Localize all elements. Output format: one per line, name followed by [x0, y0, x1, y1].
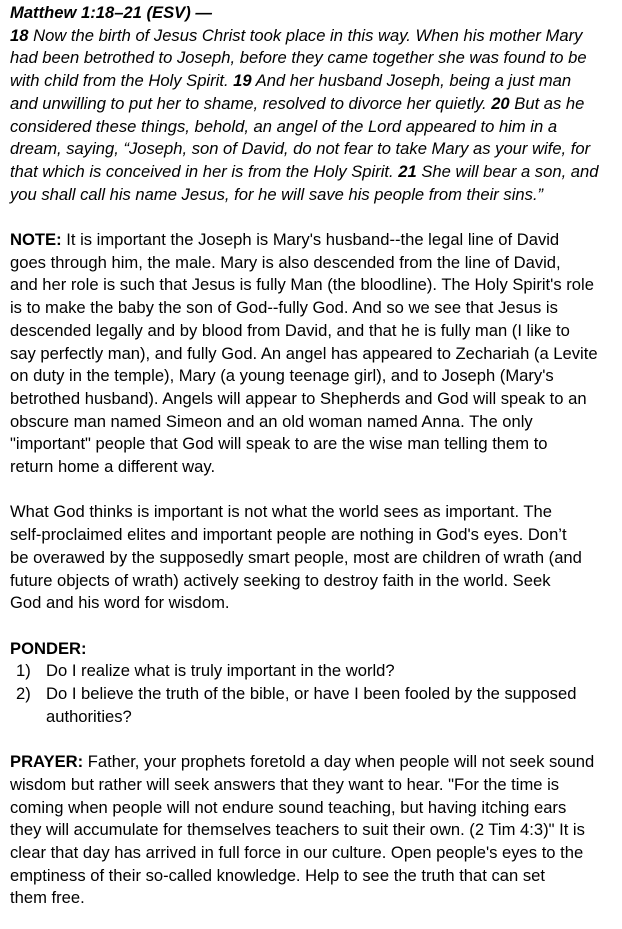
- paragraph-line: self-proclaimed elites and important people are nothing in God's eyes. Don’t: [10, 525, 567, 545]
- prayer-line: them free.: [10, 888, 85, 908]
- spacer: [10, 728, 614, 751]
- scripture-text-run: and unwilling to put her to shame, resolved to divorce her quietly.: [10, 93, 492, 113]
- scripture-reference: Matthew 1:18–21 (ESV) —: [10, 3, 212, 22]
- paragraph-importance: [10, 501, 614, 615]
- note-line: goes through him, the male. Mary is also descended from the line of David,: [10, 252, 561, 272]
- prayer-line: they will accumulate for themselves teachers to suit their own. (2 Tim 4:3)" It is: [10, 820, 585, 840]
- prayer-line: emptiness of their so-called knowledge. Help to see the truth that can set: [10, 865, 545, 885]
- scripture-text-run: And her husband Joseph, being a just man: [251, 71, 572, 91]
- ponder-item: [10, 683, 614, 728]
- ponder-list: [10, 660, 614, 728]
- prayer-label: PRAYER:: [10, 752, 84, 772]
- verse-number: 18: [10, 25, 29, 45]
- spacer: [10, 479, 614, 502]
- note-line: descended legally and by blood from David, and that he is fully man (I like to: [10, 320, 570, 340]
- scripture-text-run: But as he: [509, 93, 585, 113]
- scripture-line: [10, 70, 614, 93]
- verse-number: 20: [491, 93, 510, 113]
- prayer-text: [10, 774, 614, 910]
- scripture-line: [10, 161, 614, 184]
- scripture-text-run: had been betrothed to Joseph, before they came together she was found to be: [10, 48, 587, 68]
- ponder-item-text: Do I believe the truth of the bible, or have I been fooled by the supposed: [46, 684, 577, 704]
- note-label: NOTE:: [10, 230, 62, 250]
- ponder-section: [10, 638, 614, 729]
- document-page: [10, 2, 614, 910]
- scripture-text-run: you shall call his name Jesus, for he will save his people from their sins.”: [10, 184, 544, 204]
- ponder-item-number: 1): [16, 661, 31, 681]
- paragraph-line: What God thinks is important is not what the world sees as important. The: [10, 502, 553, 522]
- ponder-item-number: 2): [16, 684, 31, 704]
- verse-number: 19: [233, 71, 252, 91]
- paragraph-line: God and his word for wisdom.: [10, 593, 230, 613]
- note-line: on duty in the temple), Mary (a young teenage girl), and to Joseph (Mary's: [10, 366, 554, 386]
- note-line: betrothed husband). Angels will appear to Shepherds and God will speak to an: [10, 388, 587, 408]
- note-section: [10, 229, 614, 479]
- prayer-first-line: [10, 751, 614, 774]
- prayer-section: [10, 751, 614, 910]
- note-line: "important" people that God will speak to are the wise man telling them to: [10, 434, 548, 454]
- note-first-line-text: It is important the Joseph is Mary's husband--the legal line of David: [61, 230, 560, 250]
- scripture-line: [10, 25, 614, 48]
- scripture-text-run: dream, saying, “Joseph, son of David, do not fear to take Mary as your wife, for: [10, 139, 591, 159]
- scripture-text: [10, 25, 614, 207]
- scripture-line: [10, 138, 614, 161]
- spacer: [10, 615, 614, 638]
- scripture-text-run: considered these things, behold, an angel of the Lord appeared to him in a: [10, 116, 558, 136]
- verse-number: 21: [398, 161, 417, 181]
- scripture-text-run: Now the birth of Jesus Christ took place in this way. When his mother Mary: [28, 25, 583, 45]
- scripture-text-run: She will bear a son, and: [416, 161, 599, 181]
- paragraph-line: future objects of wrath) actively seeking to destroy faith in the world. Seek: [10, 570, 551, 590]
- ponder-label: PONDER:: [10, 638, 87, 658]
- paragraph-line: be overawed by the supposedly smart people, most are children of wrath (and: [10, 547, 582, 567]
- scripture-line: [10, 47, 614, 70]
- scripture-text-run: that which is conceived in her is from the Holy Spirit.: [10, 161, 399, 181]
- prayer-line: wisdom but rather will seek answers that they want to hear. "For the time is: [10, 774, 560, 794]
- note-line: and her role is such that Jesus is fully Man (the bloodline). The Holy Spirit's role: [10, 275, 594, 295]
- prayer-first-line-text: Father, your prophets foretold a day when people will not seek sound: [83, 752, 595, 772]
- scripture-line: [10, 184, 614, 207]
- note-line: say perfectly man), and fully God. An angel has appeared to Zechariah (a Levite: [10, 343, 598, 363]
- note-line: return home a different way.: [10, 457, 216, 477]
- note-text: [10, 252, 614, 479]
- note-line: obscure man named Simeon and an old woman named Anna. The only: [10, 411, 533, 431]
- prayer-line: clear that day has arrived in full force in our culture. Open people's eyes to the: [10, 842, 584, 862]
- scripture-line: [10, 116, 614, 139]
- scripture-text-run: with child from the Holy Spirit.: [10, 71, 234, 91]
- scripture-line: [10, 93, 614, 116]
- ponder-item-text: Do I realize what is truly important in the world?: [46, 661, 395, 681]
- note-line: is to make the baby the son of God--fully God. And so we see that Jesus is: [10, 298, 558, 318]
- spacer: [10, 206, 614, 229]
- note-first-line: [10, 229, 614, 252]
- ponder-item: [10, 660, 614, 683]
- prayer-line: coming when people will not endure sound teaching, but having itching ears: [10, 797, 567, 817]
- scripture-section: [10, 2, 614, 206]
- ponder-item-text: authorities?: [46, 706, 132, 726]
